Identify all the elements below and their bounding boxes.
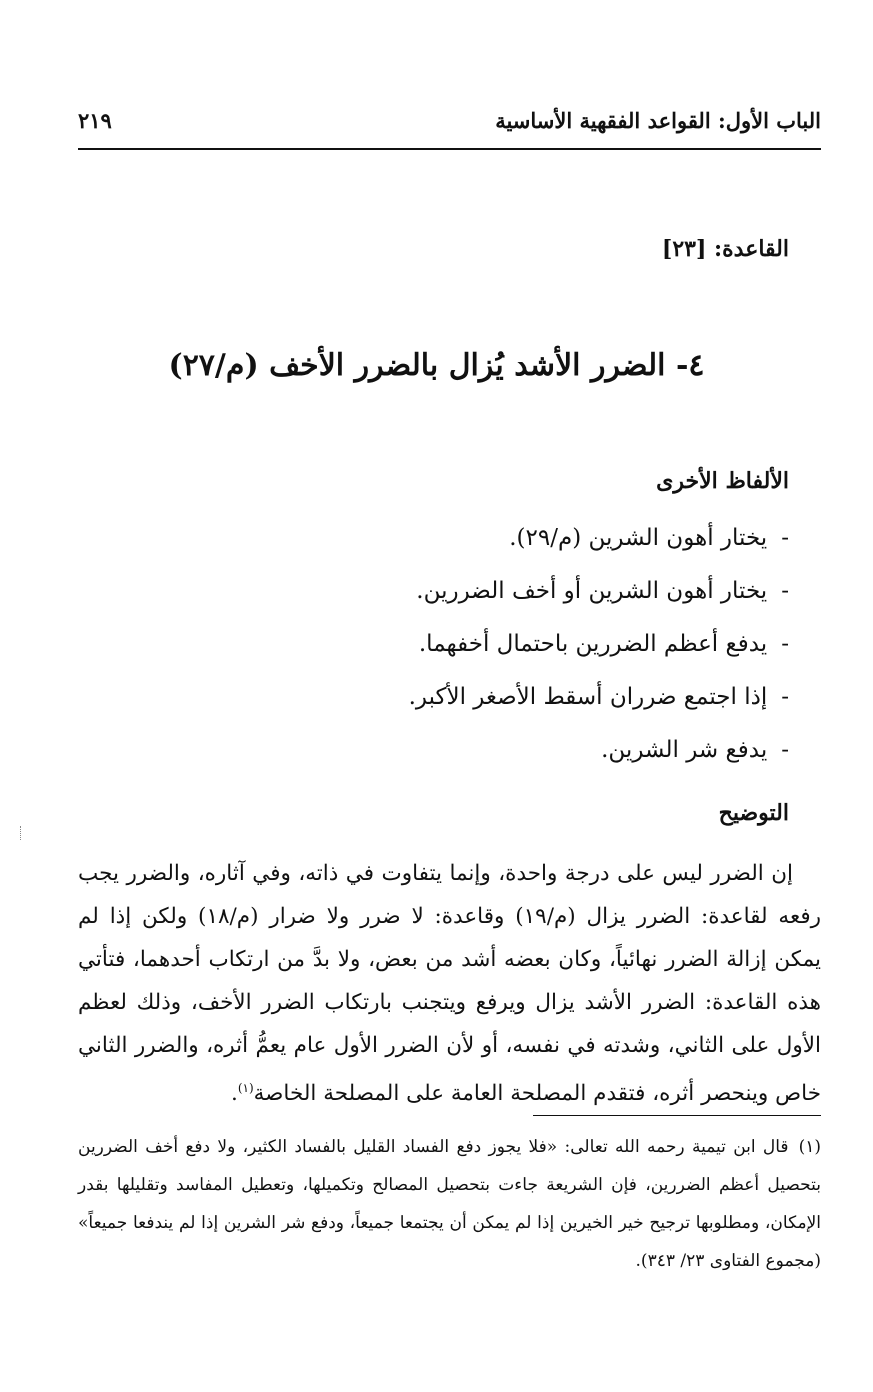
list-item-text: يختار أهون الشرين أو أخف الضررين. [416, 578, 768, 604]
footnote-number: (١) [798, 1137, 821, 1157]
footnote-divider [533, 1115, 821, 1116]
explanation-body [78, 852, 821, 1115]
list-item-text: يدفع شر الشرين. [601, 737, 768, 763]
footnote-text: قال ابن تيمية رحمه الله تعالى: «فلا يجوز دفع الفساد القليل بالفساد الكثير، ولا دفع أخف الضررين بتحصيل أعظم الضررين، فإن الشريعة جاءت بتحصيل المصالح وتكميلها، وتعطيل المفاسد وتقليلها بقدر الإمكان، ومطلوبها ترجيح خير الخيرين إذا لم يمكن أن يجتمعا جميعاً، ودفع شر الشرين إذا لم يندفعا جميعاً» (مجموع الفتاوى ٢٣/ ٣٤٣). [78, 1137, 821, 1271]
paragraph-end: . [230, 1081, 238, 1107]
alt-phrases-list [409, 512, 789, 777]
dash-marker: - [781, 631, 789, 657]
margin-mark [20, 826, 24, 840]
dash-marker: - [781, 578, 789, 604]
alt-section-title: الألفاظ الأخرى [656, 468, 789, 494]
list-item-text: يختار أهون الشرين (م/٢٩). [509, 525, 768, 551]
list-item [409, 724, 789, 777]
page-number: ٢١٩ [78, 108, 112, 133]
list-item-text: يدفع أعظم الضررين باحتمال أخفهما. [418, 631, 768, 657]
list-item [409, 618, 789, 671]
explanation-paragraph [78, 852, 821, 1115]
dash-marker: - [781, 737, 789, 763]
dash-marker: - [781, 525, 789, 551]
rule-heading: ٤- الضرر الأشد يُزال بالضرر الأخف (م/٢٧) [168, 348, 705, 383]
chapter-title: الباب الأول: القواعد الفقهية الأساسية [495, 108, 821, 133]
explanation-title: التوضيح [718, 800, 789, 826]
footnote-reference[interactable]: (١) [237, 1081, 254, 1095]
list-item [409, 565, 789, 618]
running-header [78, 108, 821, 144]
list-item [409, 671, 789, 724]
explanation-text: إن الضرر ليس على درجة واحدة، وإنما يتفاوت في ذاته، وفي آثاره، والضرر يجب رفعه لقاعدة: الضرر يزال (م/١٩) وقاعدة: لا ضرر ولا ضرار (م/١٨) ولكن إذا لم يمكن إزالة الضرر نهائياً، وكان بعضه أشد من بعض، ولا بدَّ من ارتكاب أحدهما، فتأتي هذه القاعدة: الضرر الأشد يزال ويرفع ويتجنب بارتكاب الضرر الأخف، وذلك لعظم الأول على الثاني، وشدته في نفسه، أو لأن الضرر الأول عام يعمُّ أثره، والضرر الثاني خاص وينحصر أثره، فتقدم المصلحة العامة على المصلحة الخاصة [78, 861, 821, 1107]
header-divider [78, 148, 821, 150]
list-item [409, 512, 789, 565]
list-item-text: إذا اجتمع ضرران أسقط الأصغر الأكبر. [408, 684, 768, 710]
rule-label: القاعدة: [٢٣] [661, 236, 789, 262]
footnote [78, 1128, 821, 1280]
dash-marker: - [781, 684, 789, 710]
